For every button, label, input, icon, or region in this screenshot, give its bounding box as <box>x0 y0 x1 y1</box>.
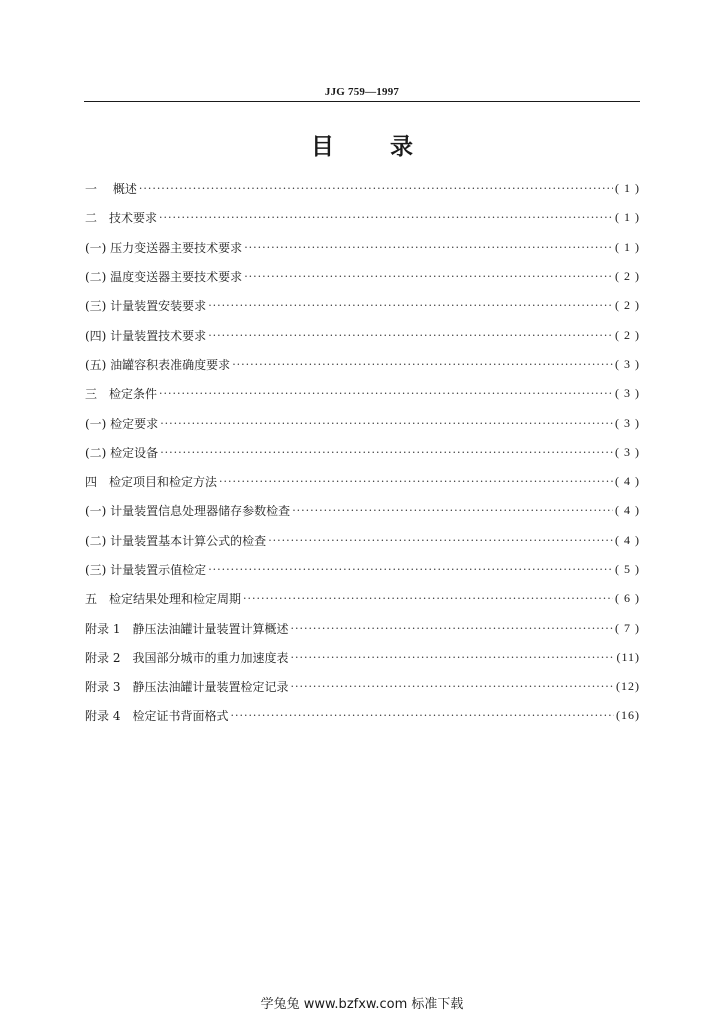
toc-entry-label: (三) 计量装置示值检定 <box>85 563 207 577</box>
toc-entry-label: (二) 温度变送器主要技术要求 <box>85 270 243 285</box>
toc-entry-page: ( 4 ) <box>615 503 640 518</box>
toc-leader-dots <box>160 446 613 459</box>
toc-entry[interactable] <box>85 408 640 437</box>
toc-entry-label: (一) 计量装置信息处理器储存参数检查 <box>85 504 291 519</box>
toc-entry-page: ( 3 ) <box>615 444 640 459</box>
header-divider <box>84 101 640 102</box>
toc-entry-page: ( 7 ) <box>615 620 640 635</box>
toc-entry-label: 二 技术要求 <box>85 211 158 226</box>
toc-leader-dots <box>159 211 613 224</box>
toc-entry[interactable] <box>85 262 640 291</box>
toc-entry-page: ( 5 ) <box>615 562 640 576</box>
footer-watermark: 学兔兔 www.bzfxw.com 标准下载 <box>260 997 464 1012</box>
toc-entry-label: 附录 2 我国部分城市的重力加速度表 <box>85 650 289 665</box>
toc-title <box>0 128 724 161</box>
toc-entry-label: 三 检定条件 <box>85 387 158 402</box>
toc-entry-page: ( 3 ) <box>615 415 640 430</box>
toc-entry-page: ( 1 ) <box>615 239 640 254</box>
toc-leader-dots <box>290 680 614 693</box>
toc-entry[interactable] <box>85 291 640 320</box>
toc-leader-dots <box>160 417 613 430</box>
toc-entry-label: 四 检定项目和检定方法 <box>85 475 218 490</box>
toc-entry[interactable] <box>85 613 640 642</box>
toc-entry[interactable] <box>85 320 640 349</box>
toc-leader-dots <box>232 358 613 371</box>
toc-leader-dots <box>139 182 613 195</box>
toc-entry[interactable] <box>85 672 640 701</box>
toc-entry-page: ( 4 ) <box>615 532 640 547</box>
toc-entry-label: (三) 计量装置安装要求 <box>85 299 207 314</box>
toc-entry-label: 五 检定结果处理和检定周期 <box>85 592 242 607</box>
toc-entry[interactable] <box>85 203 640 232</box>
toc-entry-label: (一) 检定要求 <box>85 416 159 431</box>
toc-leader-dots <box>244 270 613 283</box>
toc-entry-page: ( 1 ) <box>615 181 640 196</box>
toc-entry-page: ( 1 ) <box>615 210 640 225</box>
toc-entry-label: (二) 检定设备 <box>85 445 159 460</box>
toc-entry[interactable] <box>85 526 640 555</box>
toc-leader-dots <box>290 622 613 635</box>
toc-entry[interactable] <box>85 438 640 467</box>
toc-entry[interactable] <box>85 643 640 672</box>
toc-entry-label: 附录 3 静压法油罐计量装置检定记录 <box>85 680 289 695</box>
toc-entry[interactable] <box>85 467 640 496</box>
toc-entry-page: (11) <box>616 649 640 664</box>
toc-entry[interactable] <box>85 233 640 262</box>
toc-entry-page: ( 6 ) <box>615 591 640 606</box>
toc-entry-label: (二) 计量装置基本计算公式的检查 <box>85 533 267 548</box>
toc-title-char-2: 录 <box>390 134 413 160</box>
toc-leader-dots <box>208 299 613 312</box>
toc-entry-label: (四) 计量装置技术要求 <box>85 328 207 343</box>
toc-entry-label: (一) 压力变送器主要技术要求 <box>85 240 243 255</box>
toc-entry[interactable] <box>85 379 640 408</box>
toc-entry-label: (五) 油罐容积表准确度要求 <box>85 357 231 372</box>
toc-leader-dots <box>230 709 614 722</box>
toc-entry[interactable] <box>85 555 640 584</box>
toc-leader-dots <box>219 475 613 488</box>
toc-entry-page: ( 3 ) <box>615 386 640 401</box>
toc-entry[interactable] <box>85 584 640 613</box>
toc-leader-dots <box>290 651 614 664</box>
toc-leader-dots <box>208 329 613 342</box>
toc-leader-dots <box>243 592 613 605</box>
toc-entry-page: (12) <box>616 679 640 694</box>
table-of-contents <box>85 174 640 731</box>
toc-entry-label: 附录 4 检定证书背面格式 <box>85 709 229 724</box>
toc-entry-page: ( 2 ) <box>615 298 640 313</box>
toc-entry-label: 附录 1 静压法油罐计量装置计算概述 <box>85 621 289 636</box>
standard-code-header: JJG 759—1997 <box>324 86 400 98</box>
toc-entry[interactable] <box>85 496 640 525</box>
toc-leader-dots <box>159 387 613 400</box>
toc-leader-dots <box>292 504 613 517</box>
toc-entry-page: ( 2 ) <box>615 269 640 284</box>
toc-entry[interactable] <box>85 174 640 203</box>
toc-entry-page: (16) <box>616 708 640 723</box>
toc-entry[interactable] <box>85 350 640 379</box>
toc-leader-dots <box>208 563 613 576</box>
toc-entry-label: 一 概述 <box>85 182 137 197</box>
toc-entry-page: ( 4 ) <box>615 474 640 489</box>
toc-leader-dots <box>244 241 613 254</box>
toc-title-char-1: 目 <box>311 134 334 160</box>
toc-entry[interactable] <box>85 701 640 730</box>
toc-leader-dots <box>268 534 613 547</box>
toc-entry-page: ( 2 ) <box>615 327 640 342</box>
toc-entry-page: ( 3 ) <box>615 356 640 371</box>
